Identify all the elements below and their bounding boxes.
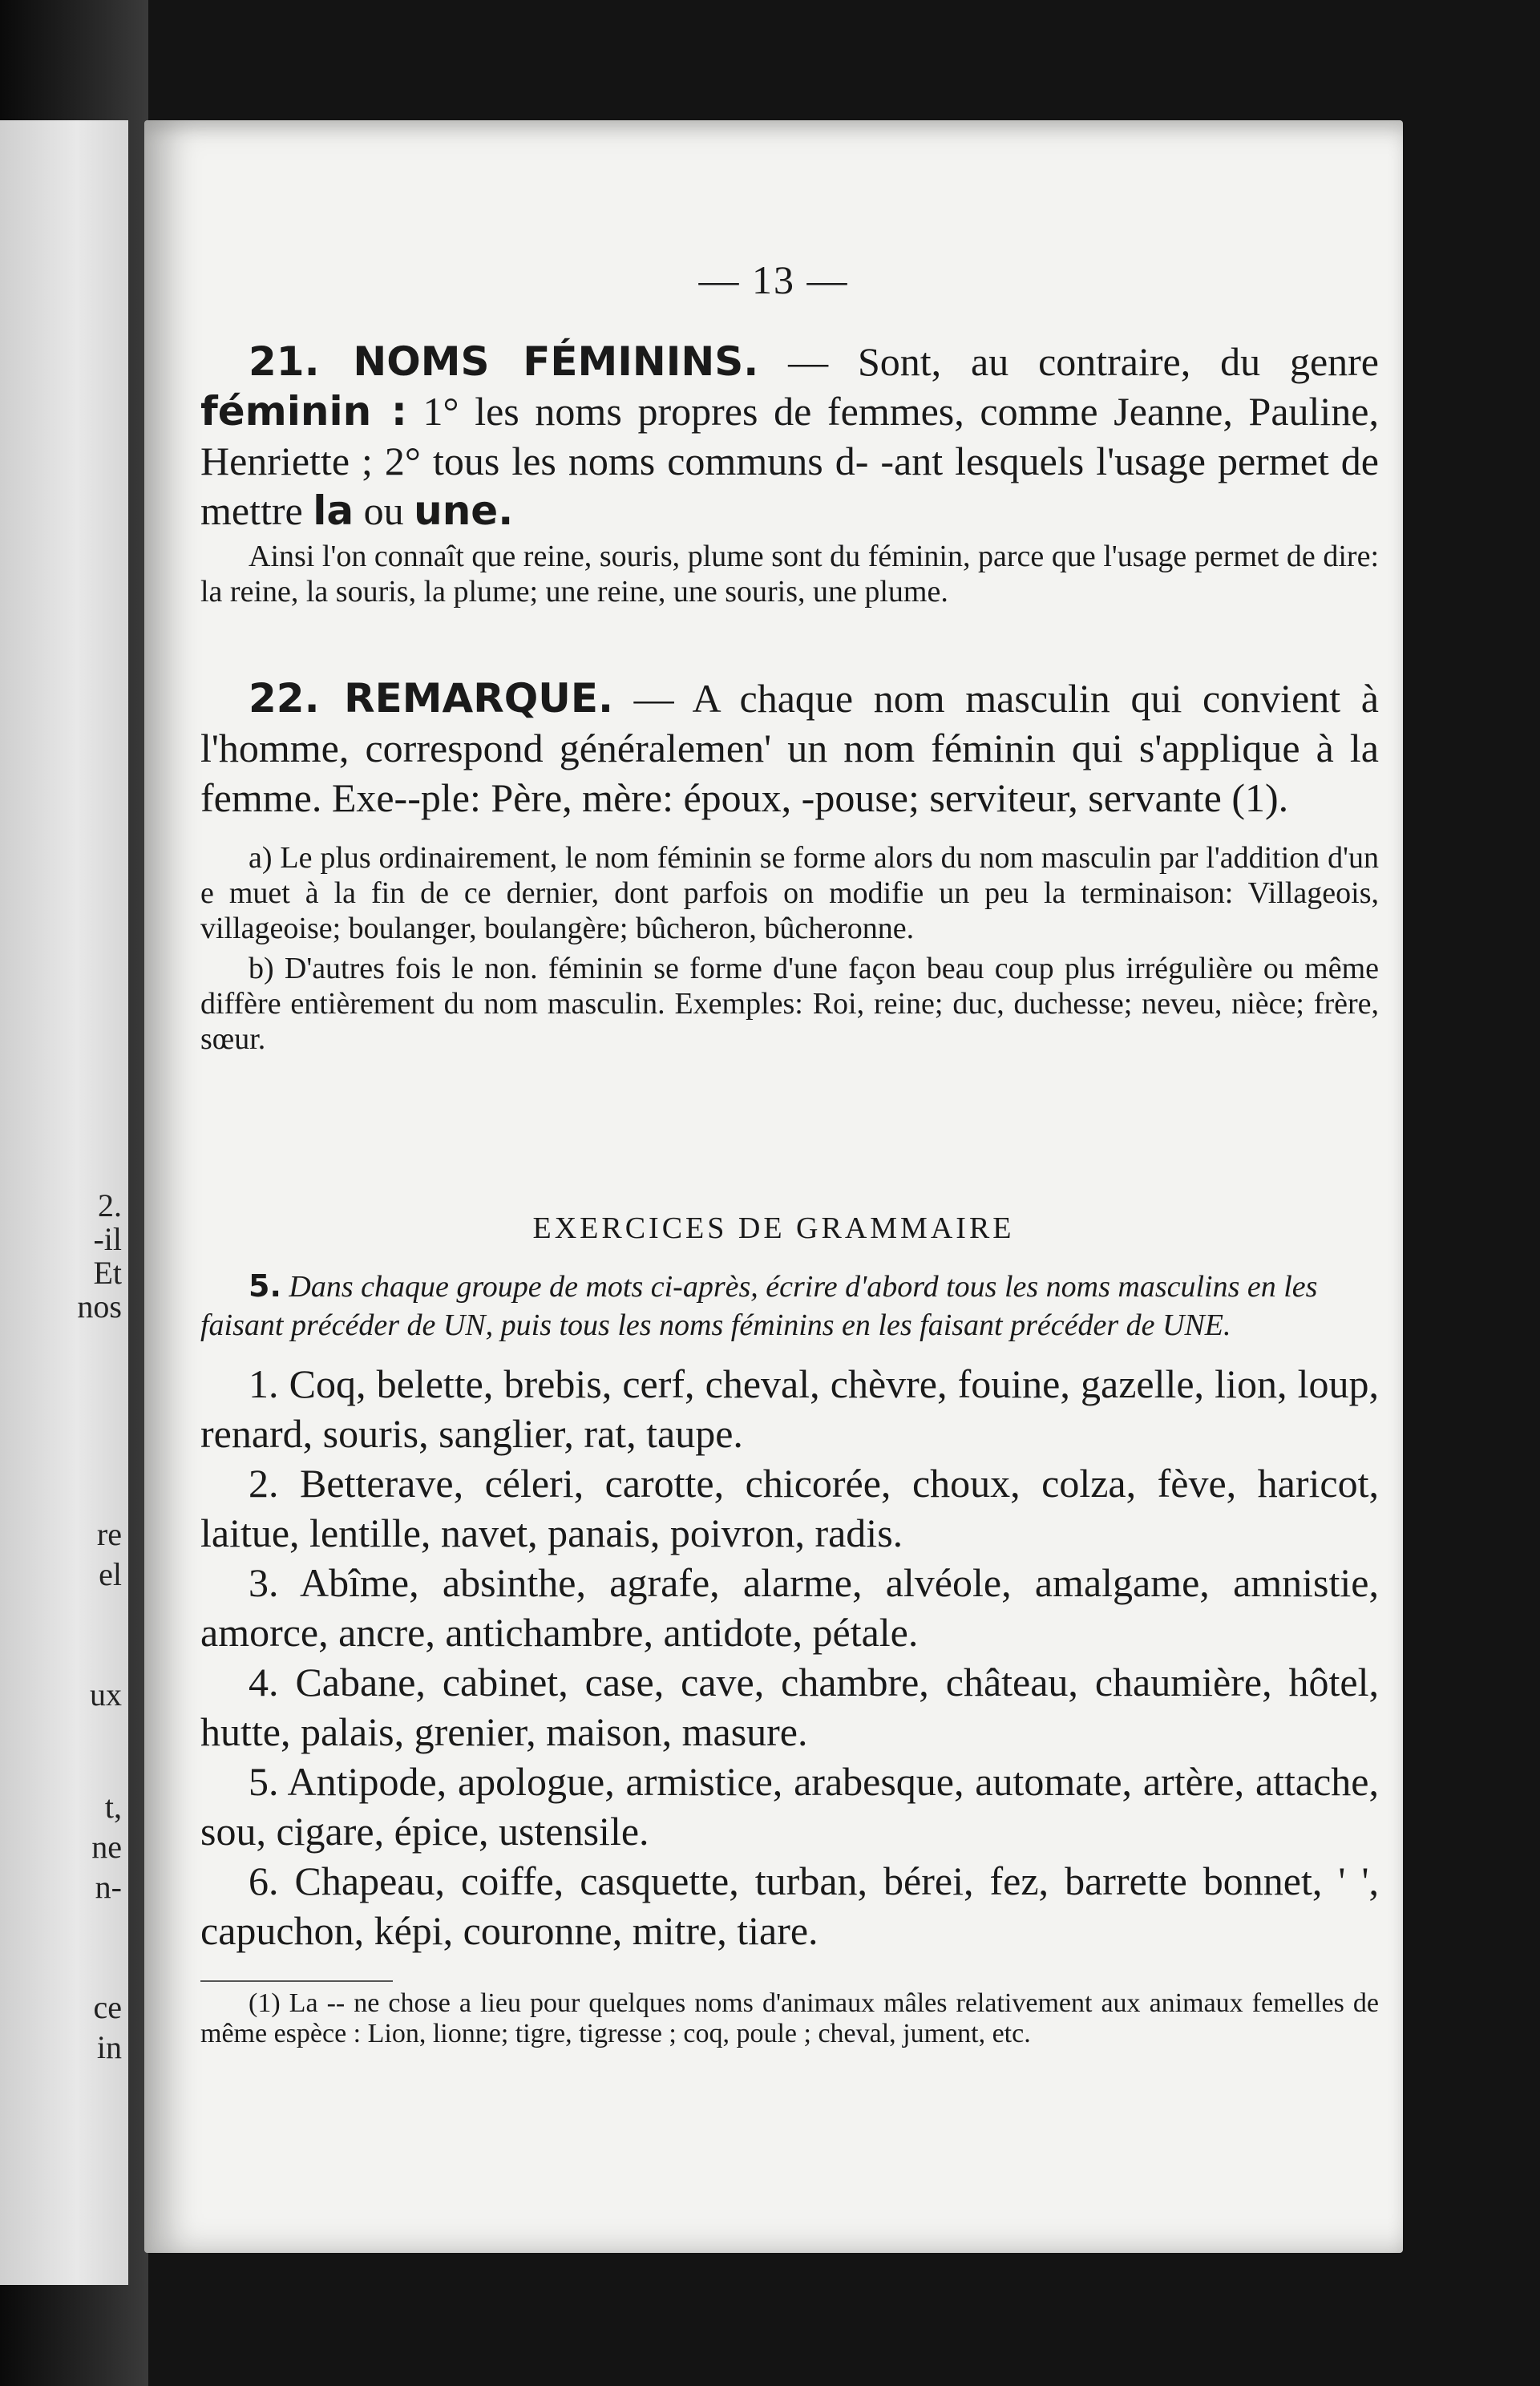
exercise-instructions: Dans chaque groupe de mots ci-après, écrire d'abord tous les noms masculins en les faisant précéder de UN, puis tous les noms féminins en les faisant précéder de UNE. bbox=[200, 1270, 1318, 1342]
left-page-fragment: ce bbox=[93, 1989, 122, 2025]
left-page-fragment: el bbox=[99, 1556, 122, 1592]
left-page-fragment: 2. bbox=[98, 1187, 122, 1223]
left-page-fragment: n- bbox=[95, 1869, 122, 1905]
article-la: la bbox=[313, 487, 354, 534]
exercise-item: 6. Chapeau, coiffe, casquette, turban, bérei, fez, barrette bonnet, ' ', capuchon, képi, couronne, mitre, tiare. bbox=[200, 1858, 1379, 1953]
exercise-item: 3. Abîme, absinthe, agrafe, alarme, alvéole, amalgame, amnistie, amorce, ancre, antichambre, antidote, pétale. bbox=[200, 1560, 1379, 1655]
section-22-title: 22. REMARQUE. bbox=[249, 675, 613, 722]
exercises bbox=[200, 1267, 1379, 1955]
article-une: une. bbox=[414, 487, 514, 534]
footnote-block bbox=[200, 1988, 1379, 2049]
word-ou: ou bbox=[354, 488, 414, 533]
exercise-item: 2. Betterave, céleri, carotte, chicorée, choux, colza, fève, haricot, laitue, lentille, navet, panais, poivron, radis. bbox=[200, 1461, 1379, 1555]
exercises-heading: EXERCICES DE GRAMMAIRE bbox=[532, 1211, 1015, 1245]
exercise-item: 4. Cabane, cabinet, case, cave, chambre, château, chaumière, hôtel, hutte, palais, grenier, maison, masure. bbox=[200, 1660, 1379, 1754]
section-21-paragraph bbox=[200, 337, 1379, 536]
exercise-list bbox=[200, 1359, 1379, 1955]
left-page-fragment: t, bbox=[104, 1789, 122, 1825]
left-page-fragment: ux bbox=[90, 1676, 122, 1713]
left-page-fragment: ne bbox=[91, 1829, 122, 1865]
exercise-item: 5. Antipode, apologue, armistice, arabesque, automate, artère, attache, sou, cigare, épice, ustensile. bbox=[200, 1759, 1379, 1854]
left-page-fragment: -il bbox=[93, 1221, 122, 1257]
section-21-example: Ainsi l'on connaît que reine, souris, plume sont du féminin, parce que l'usage permet de dire: la reine, la souris, la plume; une reine, une souris, une plume. bbox=[200, 540, 1379, 609]
section-21-body: — Sont, au contraire, du genre bbox=[758, 339, 1379, 384]
left-page-fragment: in bbox=[96, 2029, 122, 2065]
exercise-prompt bbox=[200, 1267, 1379, 1345]
section-21-bold-word: féminin : bbox=[200, 388, 407, 435]
section-22-paragraph bbox=[200, 673, 1379, 823]
section-21-title: 21. NOMS FÉMININS. bbox=[249, 338, 759, 385]
section-22-note-b: b) D'autres fois le non. féminin se forme d'une façon beau coup plus irrégulière ou même diffère entièrement du nom masculin. Exemples: Roi, reine; duc, duchesse; neveu, nièce; frère, sœur. bbox=[200, 952, 1379, 1056]
exercise-item: 1. Coq, belette, brebis, cerf, cheval, chèvre, fouine, gazelle, lion, loup, renard, souris, sanglier, rat, taupe. bbox=[200, 1361, 1379, 1456]
footnote: (1) La -- ne chose a lieu pour quelques noms d'animaux mâles relativement aux animaux femelles de même espèce : Lion, lionne; tigre, tigresse ; coq, poule ; cheval, jument, etc. bbox=[200, 1988, 1379, 2048]
section-22 bbox=[200, 673, 1379, 1057]
footnote-rule bbox=[200, 1980, 393, 1982]
book-page bbox=[144, 120, 1403, 2253]
left-page-fragment: nos bbox=[77, 1288, 122, 1324]
section-22-note-a: a) Le plus ordinairement, le nom féminin se forme alors du nom masculin par l'addition d'un e muet à la fin de ce dernier, dont parfois on modifie un peu la terminaison: Villageois, villageoise; boulanger, boulangère; bûcheron, bûcheronne. bbox=[200, 841, 1379, 945]
section-21 bbox=[200, 337, 1379, 609]
left-page-edge bbox=[0, 120, 128, 2285]
left-page-fragment: Et bbox=[93, 1255, 122, 1291]
section-22-body: — A chaque nom masculin qui convient à l'homme, correspond généralemen' un nom féminin qui s'applique à la femme. Exe--ple: Père, mère: époux, -pouse; serviteur, servante (1). bbox=[200, 676, 1379, 820]
exercise-number: 5. bbox=[249, 1268, 281, 1304]
left-page-fragment: re bbox=[96, 1516, 122, 1552]
page-number: — 13 — bbox=[698, 257, 849, 302]
section-21-rest: 1° les noms propres de femmes, comme Jeanne, Pauline, Henriette ; 2° tous les noms communs d- -ant lesquels l'usage permet de mettre bbox=[200, 389, 1379, 533]
